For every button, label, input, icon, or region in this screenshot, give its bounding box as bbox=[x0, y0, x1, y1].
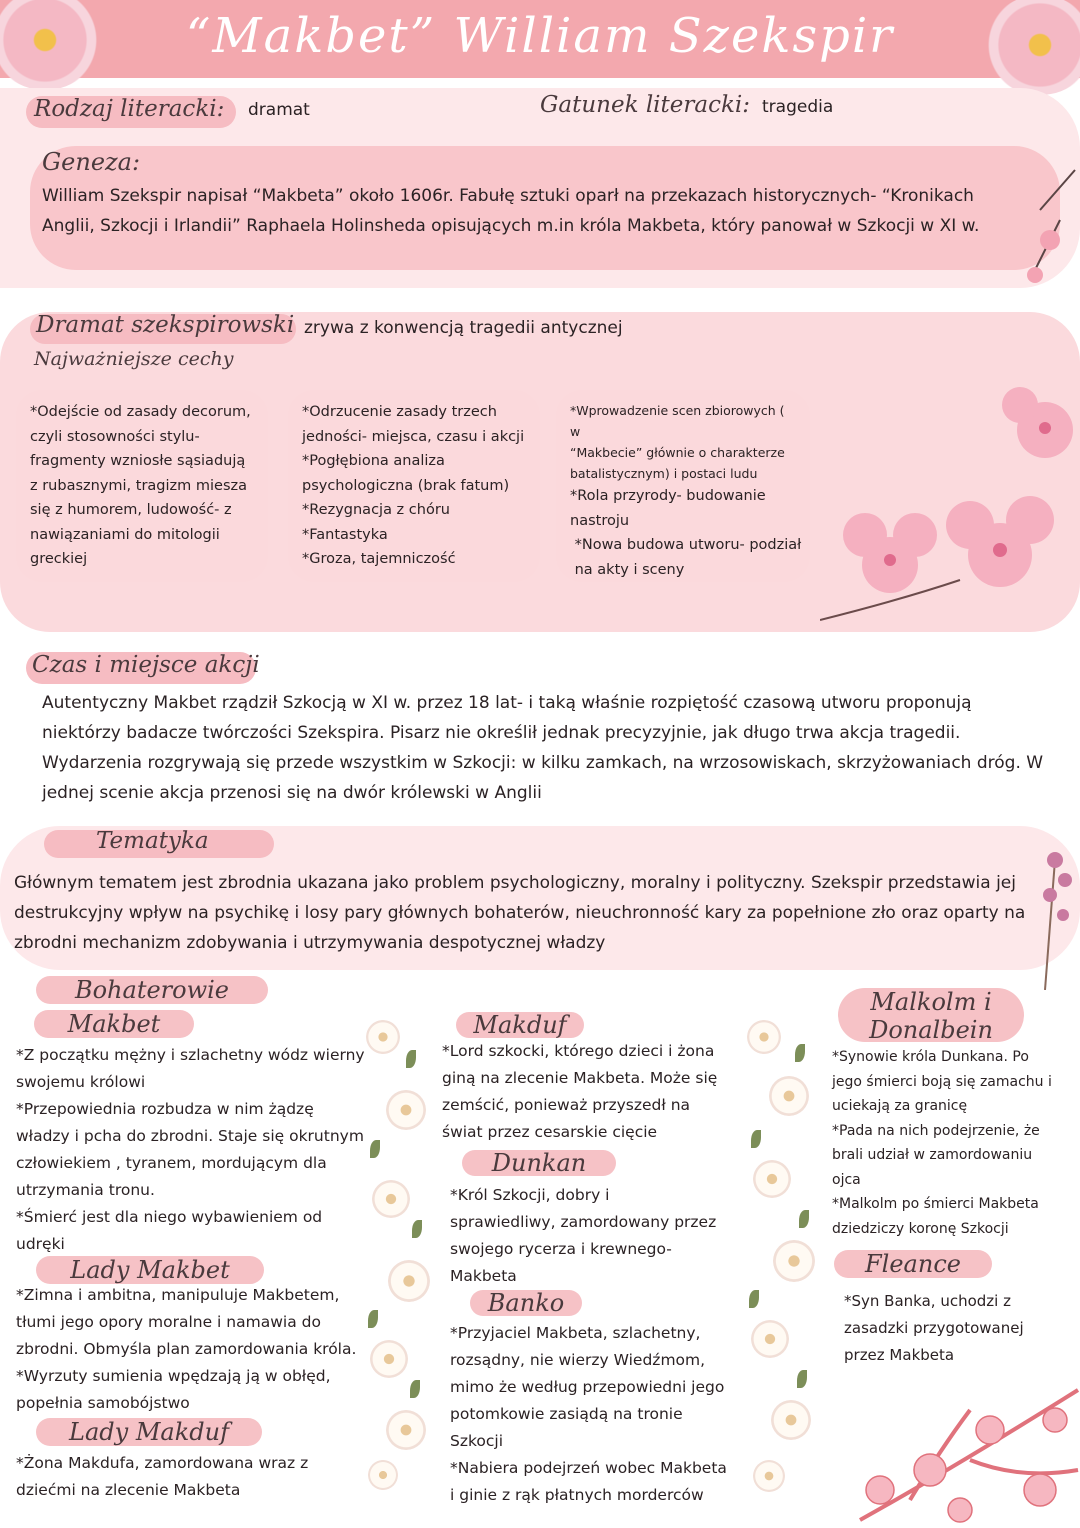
makduf-line: giną na zlecenie Makbeta. Może się bbox=[442, 1069, 718, 1087]
card-line: *Odejście od zasady decorum, bbox=[30, 404, 251, 420]
dramat-label: Dramat szekspirowski bbox=[36, 312, 295, 338]
card-line-small: “Makbecie” głównie o charakterze bbox=[570, 445, 785, 460]
lady-makbet-line: zbrodni. Obmyśla plan zamordowania króla. bbox=[16, 1340, 357, 1358]
geneza-label: Geneza: bbox=[42, 148, 141, 176]
gatunek-label: Gatunek literacki: bbox=[540, 92, 751, 118]
banko-line: Szkocji bbox=[450, 1432, 504, 1450]
dunkan-line: *Król Szkocji, dobry i bbox=[450, 1186, 610, 1204]
card-line: greckiej bbox=[30, 551, 88, 567]
banko-line: i ginie z rąk płatnych morderców bbox=[450, 1486, 704, 1504]
feature-card-1 bbox=[16, 390, 268, 582]
fleance-line: *Syn Banka, uchodzi z bbox=[844, 1292, 1011, 1310]
makbet-line: *Przepowiednia rozbudza w nim żądzę bbox=[16, 1100, 314, 1118]
flower-vine-left bbox=[362, 1020, 432, 1490]
lady-makduf-description bbox=[16, 1450, 366, 1504]
dunkan-description bbox=[450, 1182, 740, 1290]
card-line: się z humorem, ludowość- z bbox=[30, 502, 232, 518]
geneza-line: William Szekspir napisał “Makbeta” około 1606r. Fabułę sztuki oparł na przekazach historycznych- “Kronikach bbox=[42, 186, 974, 206]
card-line: nawiązaniami do mitologii bbox=[30, 526, 220, 543]
banko-line: *Przyjaciel Makbeta, szlachetny, bbox=[450, 1324, 701, 1342]
makduf-heading: Makduf bbox=[456, 1012, 584, 1038]
tematyka-line: destrukcyjny wpływ na psychikę i losy pary głównych bohaterów, nieuchronność kary za popełnione zło oraz oparty na bbox=[14, 903, 1026, 923]
banko-line: mimo że według przepowiedni jego bbox=[450, 1378, 725, 1396]
malkolm-line: dziedziczy koronę Szkocji bbox=[832, 1220, 1009, 1237]
malkolm-heading-line: Donalbein bbox=[869, 1016, 993, 1044]
dunkan-heading: Dunkan bbox=[462, 1150, 616, 1176]
makbet-line: *Z początku mężny i szlachetny wódz wierny bbox=[16, 1046, 365, 1064]
geneza-text bbox=[42, 181, 1042, 241]
czas-line: jednej scenie akcja przenosi się na dwór królewski w Anglii bbox=[42, 783, 542, 803]
fleance-description bbox=[844, 1288, 1064, 1369]
makbet-line: człowiekiem , tyranem, mordującym dla bbox=[16, 1154, 327, 1172]
title-banner bbox=[0, 0, 1080, 78]
malkolm-line: uciekają za granicę bbox=[832, 1098, 968, 1114]
czas-text bbox=[42, 688, 1062, 808]
tematyka-label: Tematyka bbox=[96, 828, 209, 854]
branch-decoration-right bbox=[1020, 160, 1080, 300]
lady-makbet-line: tłumi jego opory moralne i namawia do bbox=[16, 1313, 321, 1331]
czas-line: niektórzy badacze twórczości Szekspira. Pisarz nie określił jednak precyzyjnie, jak długo trwa akcja tragedii. bbox=[42, 723, 961, 743]
rodzaj-value: dramat bbox=[248, 100, 310, 120]
card-line: *Nowa budowa utworu- podział bbox=[570, 537, 802, 553]
makduf-description bbox=[442, 1038, 742, 1146]
flower-vine-right bbox=[745, 1020, 820, 1500]
banko-line: potomkowie zasiądą na tronie bbox=[450, 1405, 683, 1423]
feature-card-2 bbox=[288, 390, 540, 582]
flower-decoration-top-right bbox=[985, 0, 1080, 95]
dunkan-line: swojego rycerza i krewnego- bbox=[450, 1240, 672, 1258]
fleance-heading: Fleance bbox=[834, 1250, 992, 1278]
dunkan-line: sprawiedliwy, zamordowany przez bbox=[450, 1213, 717, 1231]
card-line: *Fantastyka bbox=[302, 526, 388, 543]
malkolm-heading-line: Malkolm i bbox=[870, 988, 992, 1016]
fleance-line: zasadzki przygotowanej bbox=[844, 1319, 1024, 1337]
card-line: *Groza, tajemniczość bbox=[302, 551, 456, 567]
pink-flowers-decoration bbox=[820, 370, 1080, 630]
tematyka-text bbox=[14, 868, 1044, 958]
lady-makbet-line: popełnia samobójstwo bbox=[16, 1394, 190, 1412]
card-line: jedności- miejsca, czasu i akcji bbox=[302, 428, 525, 445]
tematyka-line: zbrodni mechanizm zdobywania i utrzymywania despotycznej władzy bbox=[14, 933, 606, 953]
card-line-small: *Wprowadzenie scen zbiorowych ( w bbox=[570, 403, 785, 439]
card-line: czyli stosowności stylu- bbox=[30, 428, 200, 445]
banko-line: rozsądny, nie wierzy Wiedźmom, bbox=[450, 1351, 706, 1369]
banko-heading: Banko bbox=[470, 1290, 582, 1316]
banko-description bbox=[450, 1320, 750, 1509]
czas-label: Czas i miejsce akcji bbox=[32, 652, 260, 678]
geneza-line: Anglii, Szkocji i Irlandii” Raphaela Holinsheda opisujących m.in króla Makbeta, który panował w Szkocji w XI w. bbox=[42, 216, 980, 236]
malkolm-line: brali udział w zamordowaniu bbox=[832, 1147, 1033, 1163]
lady-makbet-description bbox=[16, 1282, 366, 1417]
lady-makbet-line: *Wyrzuty sumienia wpędzają ją w obłęd, bbox=[16, 1367, 331, 1385]
card-line: *Odrzucenie zasady trzech bbox=[302, 404, 497, 420]
lady-makduf-heading: Lady Makduf bbox=[36, 1418, 262, 1446]
card-line: z rubasznymi, tragizm miesza bbox=[30, 477, 248, 494]
czas-line: Wydarzenia rozgrywają się przede wszystkim w Szkocji: w kilku zamkach, na wrzosowiskach, skrzyżowaniach dróg. W bbox=[42, 753, 1044, 773]
makbet-line: *Śmierć jest dla niego wybawieniem od bbox=[16, 1208, 323, 1226]
makbet-line: swojemu królowi bbox=[16, 1073, 146, 1091]
card-line: na akty i sceny bbox=[570, 561, 685, 578]
makbet-line: udręki bbox=[16, 1235, 65, 1253]
bohaterowie-heading: Bohaterowie bbox=[36, 976, 268, 1004]
lilac-decoration bbox=[1025, 840, 1080, 990]
makbet-line: utrzymania tronu. bbox=[16, 1181, 155, 1199]
gatunek-value: tragedia bbox=[762, 97, 834, 117]
malkolm-line: *Malkolm po śmierci Makbeta bbox=[832, 1196, 1039, 1212]
feature-card-3 bbox=[556, 390, 810, 582]
malkolm-line: jego śmierci boją się zamachu i bbox=[832, 1073, 1052, 1090]
makbet-heading: Makbet bbox=[34, 1010, 194, 1038]
card-line: fragmenty wzniosłe sąsiadują bbox=[30, 453, 246, 469]
card-line: nastroju bbox=[570, 512, 630, 529]
card-line: *Rezygnacja z chóru bbox=[302, 502, 450, 518]
card-line: *Pogłębiona analiza bbox=[302, 453, 445, 469]
lady-makbet-line: *Zimna i ambitna, manipuluje Makbetem, bbox=[16, 1286, 340, 1304]
czas-line: Autentyczny Makbet rządził Szkocją w XI w. przez 18 lat- i taką właśnie rozpiętość czasową utworu proponują bbox=[42, 693, 972, 713]
page-title: “Makbet” William Szekspir bbox=[185, 8, 895, 64]
fleance-line: przez Makbeta bbox=[844, 1346, 955, 1364]
card-line: psychologiczna (brak fatum) bbox=[302, 477, 510, 494]
cechy-label: Najważniejsze cechy bbox=[34, 348, 234, 370]
card-line-small: batalistycznym) i postaci ludu bbox=[570, 466, 758, 481]
malkolm-heading bbox=[838, 988, 1024, 1042]
makduf-line: świat przez cesarskie cięcie bbox=[442, 1123, 658, 1141]
banko-line: *Nabiera podejrzeń wobec Makbeta bbox=[450, 1459, 727, 1477]
lady-makduf-line: dziećmi na zlecenie Makbeta bbox=[16, 1481, 241, 1499]
malkolm-description bbox=[832, 1045, 1072, 1241]
malkolm-line: *Pada na nich podejrzenie, że bbox=[832, 1122, 1040, 1139]
malkolm-line: ojca bbox=[832, 1171, 861, 1188]
dramat-suffix: zrywa z konwencją tragedii antycznej bbox=[304, 318, 623, 338]
lady-makduf-line: *Żona Makdufa, zamordowana wraz z bbox=[16, 1454, 309, 1472]
tematyka-line: Głównym tematem jest zbrodnia ukazana jako problem psychologiczny, moralny i polityczny. Szekspir przedstawia jej bbox=[14, 873, 1016, 893]
makduf-line: zemścić, ponieważ przyszedł na bbox=[442, 1096, 691, 1114]
makbet-description bbox=[16, 1042, 366, 1258]
malkolm-line: *Synowie króla Dunkana. Po bbox=[832, 1049, 1029, 1065]
cherry-blossom-decoration bbox=[850, 1370, 1080, 1528]
dunkan-line: Makbeta bbox=[450, 1267, 517, 1285]
makbet-line: władzy i pcha do zbrodni. Staje się okrutnym bbox=[16, 1127, 364, 1145]
makduf-line: *Lord szkocki, którego dzieci i żona bbox=[442, 1042, 715, 1060]
rodzaj-label: Rodzaj literacki: bbox=[34, 96, 225, 122]
lady-makbet-heading: Lady Makbet bbox=[36, 1256, 264, 1284]
card-line: *Rola przyrody- budowanie bbox=[570, 488, 766, 504]
